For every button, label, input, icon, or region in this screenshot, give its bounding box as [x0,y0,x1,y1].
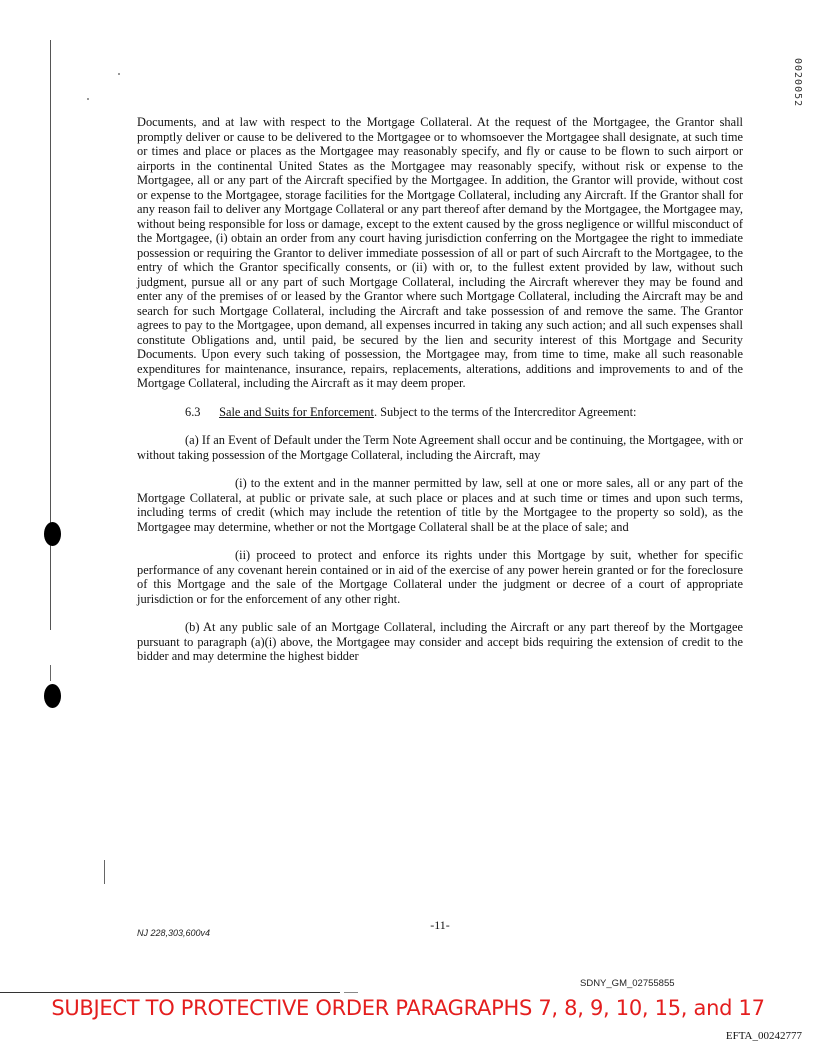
page-number: -11- [430,918,450,932]
paragraph-b: (b) At any public sale of an Mortgage Collateral, including the Aircraft or any part thereof by the Mortgagee pursuant to paragraph (a)(i) above, the Mortgagee may consider and accept bids requiring the extension of credit to the bidder and may determine the highest bidder [137,620,743,663]
punch-hole [44,684,61,708]
document-id: NJ 228,303,600v4 [137,928,211,938]
section-intro: . Subject to the terms of the Intercreditor Agreement: [373,404,637,419]
scan-speck [87,98,89,100]
body-paragraph: Documents, and at law with respect to the Mortgage Collateral. At the request of the Mortgagee, the Grantor shall promptly deliver or cause to be delivered to the Mortgagee or to whomsoever the Mortgagee shall designate, at such time or times and place or places as the Mortgagee may reasonably specify, and fly or cause to be flown to such airport or airports in the continental United States as the Mortgagee may reasonably specify, without risk or expense to the Mortgagee, all or any part of the Aircraft specified by the Mortgagee. In addition, the Grantor will provide, without cost or expense to the Mortgagee, storage facilities for the Mortgage Collateral, including any Aircraft. If the Grantor shall for any reason fail to deliver any Mortgage Collateral or any part thereof after demand by the Mortgagee, the Mortgagee may, without being responsible for loss or damage, except to the extent caused by the gross negligence or willful misconduct of the Mortgagee, (i) obtain an order from any court having jurisdiction conferring on the Mortgagee the right to immediate possession or requiring the Grantor to deliver immediate possession of all or part of such Aircraft to the Mortgagee, to the entry of which the Grantor specifically consents, or (ii) with or, to the fullest extent provided by law, without such judgment, pursue all or any part of such Mortgage Collateral, including the Aircraft wherever they may be found and enter any of the premises of or leased by the Grantor where such Mortgage Collateral, including the Aircraft may be and search for such Mortgage Collateral, including the Aircraft and take possession of and remove the same. The Grantor agrees to pay to the Mortgagee, upon demand, all expenses incurred in taking any such action; and all such expenses shall constitute Obligations and, until paid, be secured by the lien and security interest of this Mortgage and Security Documents. Upon every such taking of possession, the Mortgagee may, from time to time, make all such reasonable expenditures for maintenance, insurance, repairs, replacements, alterations, additions and improvements to and of the Mortgage Collateral, including the Aircraft as it may deem proper. [137,115,743,390]
section-6-3 [137,405,743,420]
punch-hole [44,522,61,546]
section-heading: Sale and Suits for Enforcement [219,404,374,419]
document-body [137,115,743,664]
footer-rule-fragment [344,992,358,993]
section-number: 6.3 [185,404,201,419]
efta-number: EFTA_00242777 [725,1030,802,1042]
paragraph-ii: (ii) proceed to protect and enforce its rights under this Mortgage by suit, whether for specific performance of any covenant herein contained or in aid of the exercise of any power herein granted or for the foreclosure of this Mortgage and the sale of the Mortgage Collateral under the judgment or decree of a court of appropriate jurisdiction or for the enforcement of any other right. [137,548,743,606]
footer-rule [0,992,340,993]
edge-tick [50,665,51,681]
bates-number: SDNY_GM_02755855 [580,978,675,989]
paragraph-a: (a) If an Event of Default under the Term Note Agreement shall occur and be continuing, the Mortgagee, with or without taking possession of the Mortgage Collateral, including the Aircraft, may [137,433,743,462]
protective-order-banner: SUBJECT TO PROTECTIVE ORDER PARAGRAPHS 7, 8, 9, 10, 15, and 17 [51,996,765,1020]
paragraph-i: (i) to the extent and in the manner permitted by law, sell at one or more sales, all or any part of the Mortgage Collateral, at public or private sale, at such place or places and at such time or times and upon such terms, including terms of credit (which may include the retention of title by the Mortgagee to the property so sold), as the Mortgagee may determine, whether or not the Mortgage Collateral shall be at the place of sale; and [137,476,743,534]
edge-tick [104,860,105,884]
bates-stamp-vertical: 0020052 [792,58,803,108]
scan-speck [118,73,120,75]
